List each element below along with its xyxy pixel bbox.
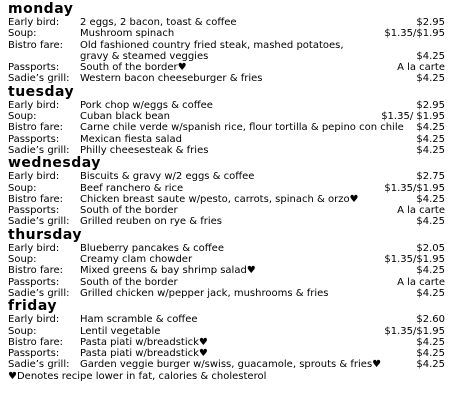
- menu-row-label: Passports:: [8, 348, 60, 360]
- menu-row-desc: South of the border: [80, 276, 178, 288]
- menu-row-price: $1.35/$1.95: [384, 325, 445, 337]
- menu-row-price: A la carte: [397, 205, 445, 217]
- menu-row: [8, 337, 445, 348]
- menu-row-price: $4.25: [416, 359, 445, 371]
- menu-row-label: Passports:: [8, 276, 60, 288]
- menu-row-label: Early bird:: [8, 314, 60, 326]
- menu-row-desc: South of the border: [80, 205, 178, 217]
- menu-row-price: A la carte: [397, 62, 445, 74]
- menu-row: [8, 348, 445, 359]
- menu-row-price: $2.95: [416, 99, 445, 111]
- footnote: ♥Denotes recipe lower in fat, calories & cholesterol: [8, 370, 267, 382]
- menu-row-desc: Old fashioned country fried steak, mashed potatoes,: [80, 39, 344, 51]
- menu-row-price: $4.25: [416, 287, 445, 299]
- day-wednesday: [8, 156, 445, 227]
- menu-row: [8, 277, 445, 288]
- menu-row-desc: Pork chop w/eggs & coffee: [80, 99, 213, 111]
- menu-row-desc: Ham scramble & coffee: [80, 314, 198, 326]
- day-title: friday: [8, 298, 57, 315]
- menu-row-desc: Philly cheesesteak & fries: [80, 144, 209, 156]
- menu-row-label: Passports:: [8, 62, 60, 74]
- menu-row: [8, 243, 445, 254]
- menu-row-label: Early bird:: [8, 171, 60, 183]
- menu-row-price: $1.35/ $1.95: [381, 111, 445, 123]
- day-tuesday: [8, 85, 445, 156]
- menu-row: [8, 359, 445, 370]
- day-title: monday: [8, 1, 74, 17]
- menu-row-label: Soup:: [8, 325, 37, 337]
- menu-row-desc: 2 eggs, 2 bacon, toast & coffee: [80, 17, 237, 28]
- menu-row-label: Bistro fare:: [8, 122, 64, 134]
- menu-row-desc: South of the border♥: [80, 62, 187, 74]
- menu-row-desc: Pasta piati w/breadstick♥: [80, 336, 208, 348]
- menu-row-desc: Carne chile verde w/spanish rice, flour tortilla & pepino con chile: [80, 122, 404, 134]
- menu-row-label: Bistro fare:: [8, 336, 64, 348]
- menu-row-label: Bistro fare:: [8, 265, 64, 277]
- menu-row-label: Early bird:: [8, 242, 60, 254]
- menu-row-price: $2.95: [416, 17, 445, 28]
- menu-row-price: $4.25: [416, 216, 445, 228]
- menu-row-label: Soup:: [8, 28, 37, 40]
- menu-row: [8, 17, 445, 28]
- menu-row-label: Bistro fare:: [8, 39, 64, 51]
- day-thursday: [8, 228, 445, 299]
- menu-row: [8, 40, 445, 51]
- menu-row-price: $4.25: [416, 336, 445, 348]
- menu-row-price: [439, 40, 445, 51]
- menu-row-desc: Creamy clam chowder: [80, 254, 193, 266]
- menu-row: [8, 314, 445, 325]
- menu-row-price: $1.35/$1.95: [384, 254, 445, 266]
- day-monday: [8, 2, 445, 85]
- menu-row-label: Bistro fare:: [8, 193, 64, 205]
- menu-row-price: $1.35/$1.95: [384, 182, 445, 194]
- menu-row: [8, 194, 445, 205]
- menu-row: [8, 134, 445, 145]
- menu-row-label: Soup:: [8, 182, 37, 194]
- menu-row: [8, 62, 445, 73]
- menu-row-label: Sadie’s grill:: [8, 73, 70, 85]
- menu-row-desc: Mixed greens & bay shrimp salad♥: [80, 265, 256, 277]
- menu-row-desc: Mexican fiesta salad: [80, 133, 182, 145]
- menu-row-desc: Beef ranchero & rice: [80, 182, 184, 194]
- menu-row-label: Soup:: [8, 254, 37, 266]
- menu-row-price: $1.35/$1.95: [384, 28, 445, 40]
- menu-row-price: $4.25: [416, 265, 445, 277]
- day-title: wednesday: [8, 155, 101, 172]
- menu-row-label: Sadie’s grill:: [8, 144, 70, 156]
- menu-row-price: $2.60: [416, 314, 445, 326]
- menu-row-price: $4.25: [416, 133, 445, 145]
- menu-row-label: Sadie’s grill:: [8, 359, 70, 371]
- menu-row-desc: Grilled chicken w/pepper jack, mushrooms & fries: [80, 287, 329, 299]
- menu-row-label: Sadie’s grill:: [8, 216, 70, 228]
- menu-row: [8, 288, 445, 299]
- menu-row-label: Soup:: [8, 111, 37, 123]
- menu-row-price: $4.25: [416, 144, 445, 156]
- menu-row-desc: Mushroom spinach: [80, 28, 175, 40]
- menu-row-price: $4.25: [416, 73, 445, 85]
- menu-row-desc: Pasta piati w/breadstick♥: [80, 348, 208, 360]
- menu-row-desc: Lentil vegetable: [80, 325, 161, 337]
- day-friday: [8, 299, 445, 370]
- menu-row: [8, 265, 445, 276]
- menu-row: [8, 111, 445, 122]
- menu-row: [8, 326, 445, 337]
- menu-row-label: Early bird:: [8, 99, 60, 111]
- menu-row: [8, 171, 445, 182]
- menu-row: [8, 183, 445, 194]
- menu-row-label: Passports:: [8, 205, 60, 217]
- menu-row: [8, 205, 445, 216]
- menu-row-desc: gravy & steamed veggies: [80, 50, 209, 62]
- menu-row-price: $4.25: [416, 122, 445, 134]
- menu-row: [8, 100, 445, 111]
- menu-row: [8, 254, 445, 265]
- day-title: thursday: [8, 226, 83, 243]
- menu-row-label: Passports:: [8, 133, 60, 145]
- menu-row-desc: Biscuits & gravy w/2 eggs & coffee: [80, 171, 255, 183]
- menu-row-desc: Blueberry pancakes & coffee: [80, 242, 224, 254]
- menu-row: [8, 122, 445, 133]
- menu-row-continued: [8, 51, 445, 62]
- menu-row-price: $2.05: [416, 242, 445, 254]
- menu-row-price: $2.75: [416, 171, 445, 183]
- menu-row-label: Early bird:: [8, 17, 60, 28]
- menu-row-price: $4.25: [416, 193, 445, 205]
- menu-row-desc: Western bacon cheeseburger & fries: [80, 73, 263, 85]
- menu-row-label: Sadie’s grill:: [8, 287, 70, 299]
- menu-row-desc: Garden veggie burger w/swiss, guacamole, sprouts & fries♥: [80, 359, 382, 371]
- menu-row-price: $4.25: [416, 50, 445, 62]
- day-title: tuesday: [8, 83, 75, 100]
- menu-row-desc: Cuban black bean: [80, 111, 170, 123]
- menu-row-price: $4.25: [416, 348, 445, 360]
- menu-row: [8, 28, 445, 39]
- menu-row-price: A la carte: [397, 276, 445, 288]
- menu-row-desc: Chicken breast saute w/pesto, carrots, spinach & orzo♥: [80, 193, 359, 205]
- menu-row-desc: Grilled reuben on rye & fries: [80, 216, 223, 228]
